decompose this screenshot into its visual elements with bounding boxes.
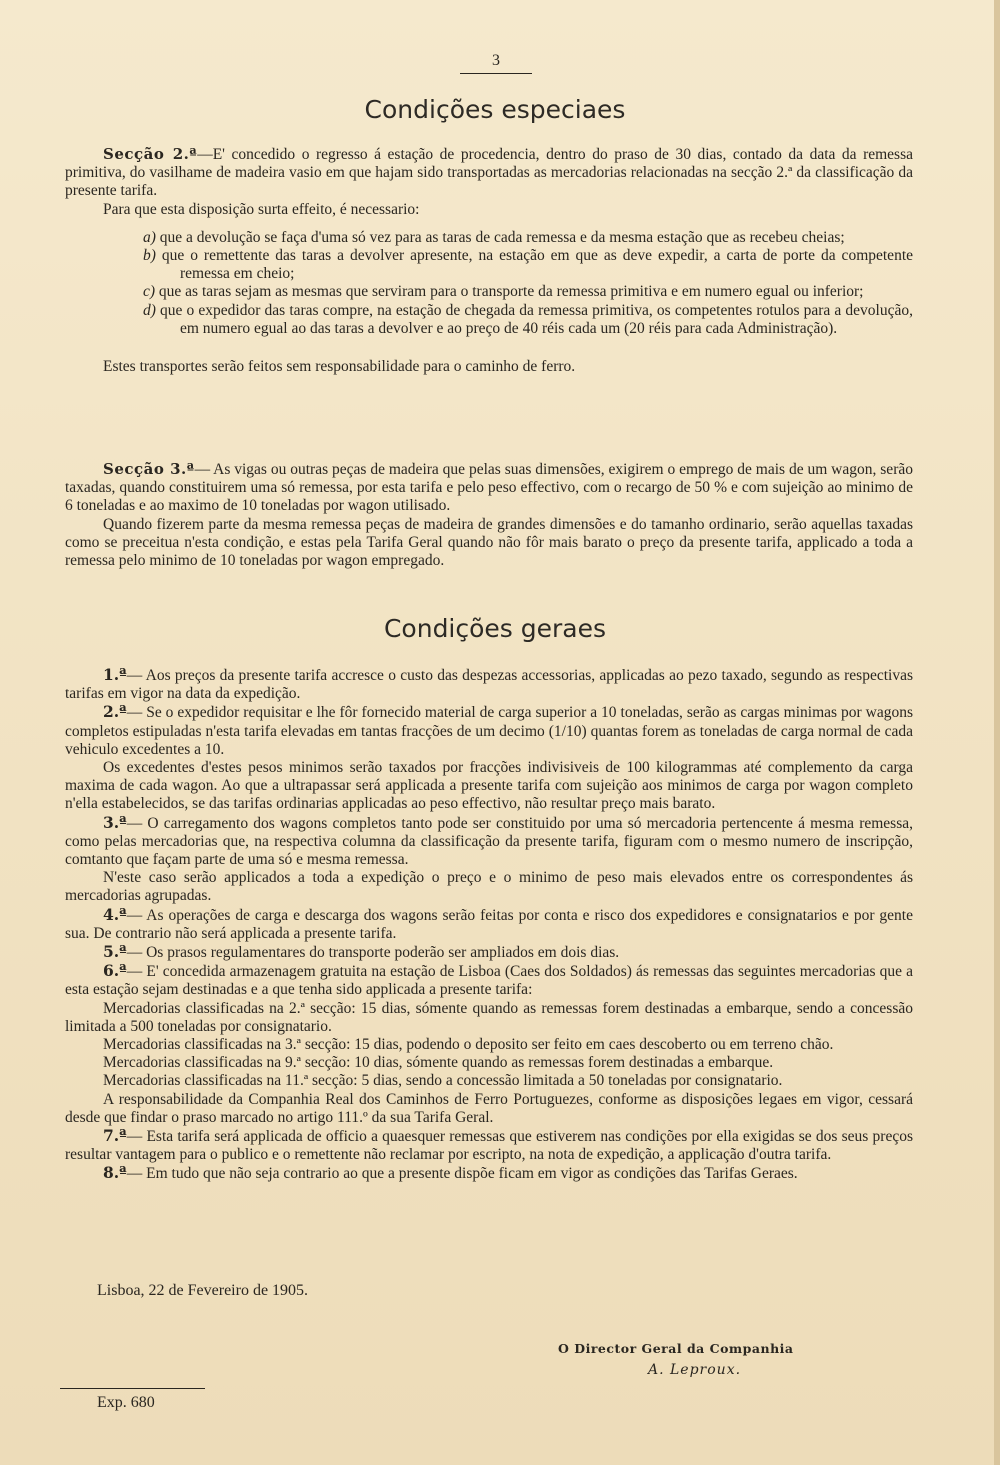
condition-text: — Os prasos regulamentares do transporte poderão ser ampliados em dois dias. bbox=[126, 944, 620, 962]
footer-rule bbox=[60, 1388, 205, 1389]
condition-item-c bbox=[65, 283, 913, 301]
condition-6-item: Mercadorias classificadas na 2.ª secção: 15 dias, sómente quando as remessas forem destinadas a embarque, sendo a concessão limitada a 500 toneladas por consignatario. bbox=[65, 999, 913, 1035]
condition-number: 5.ª bbox=[103, 942, 127, 962]
item-marker: b) bbox=[143, 247, 156, 265]
general-condition-1 bbox=[65, 666, 913, 703]
section-2-intro: —E' concedido o regresso á estação de procedencia, dentro do praso de 30 dias, contado da data da remessa primitiva, do vasilhame de madeira vasio em que hajam sido transportadas as mercadorias relacionadas na secção 2.ª da classificação da presente tarifa. bbox=[65, 146, 913, 200]
condition-text: — E' concedida armazenagem gratuita na estação de Lisboa (Caes dos Soldados) ás remessas das seguintes mercadorias que a esta estação sejam destinadas e a que tenha sido applicada a presente tarifa: bbox=[65, 963, 913, 999]
item-text: que o expedidor das taras compre, na estação de chegada da remessa primitiva, os competentes rotulos para a devolução, em numero egual ao das taras a devolver e ao preço de 40 réis cada um (20 réis para cada Administração). bbox=[160, 301, 913, 337]
section-2-block bbox=[65, 145, 913, 376]
page-edge bbox=[994, 0, 1000, 1465]
general-condition-3-continued: N'este caso serão applicados a toda a expedição o preço e o minimo de peso mais elevados entre os correspondentes ás mercadorias agrupadas. bbox=[65, 869, 913, 905]
general-condition-4 bbox=[65, 906, 913, 943]
condition-item-a bbox=[65, 229, 913, 247]
condition-number: 1.ª bbox=[103, 665, 127, 684]
condition-item-b bbox=[65, 247, 913, 283]
section-3-label: Secção 3.ª bbox=[103, 460, 195, 478]
condition-6-item: A responsabilidade da Companhia Real dos Caminhos de Ferro Portuguezes, conforme as disposições legaes em vigor, cessará desde que findar o praso marcado no artigo 111.º da sua Tarifa Geral. bbox=[65, 1090, 913, 1126]
condition-text: — Esta tarifa será applicada de officio a quaesquer remessas que estiverem nas condições por ella exigidas se dos seus preços resultar vantagem para o publico e o remettente não reclamar por escripto, na nota de expedição, a applicação d'outra tarifa. bbox=[65, 1128, 913, 1164]
general-condition-3 bbox=[65, 814, 913, 870]
signature-title: O Director Geral da Companhia bbox=[558, 1341, 794, 1356]
condition-text: — Em tudo que não seja contrario ao que a presente dispõe ficam em vigor as condições das Tarifas Geraes. bbox=[126, 1165, 798, 1183]
general-condition-2-continued: Os excedentes d'estes pesos minimos serão taxados por fracções indivisiveis de 100 kilogrammas até complemento da carga maxima de cada wagon. Ao que a ultrapassar será applicada a presente tarifa com sujeição aos minimos de carga por wagon completo n'ella estabelecidos, se das tarifas ordinarias applicadas ao peso effectivo, não resultar preço mais barato. bbox=[65, 759, 913, 813]
item-marker: a) bbox=[143, 228, 156, 246]
date-line: Lisboa, 22 de Fevereiro de 1905. bbox=[97, 1282, 309, 1299]
condition-6-item: Mercadorias classificadas na 9.ª secção: 10 dias, sómente quando as remessas forem destinadas a embarque. bbox=[103, 1054, 774, 1072]
page-number: 3 bbox=[460, 52, 532, 74]
condition-text: — O carregamento dos wagons completos tanto pode ser constituido por uma só mercadoria pertencente á mesma remessa, como pelas mercadorias que, na respectiva columna da classificação da presente tarifa, figuram com o mesmo numero de inscripção, comtanto que façam parte de uma só e mesma remessa. bbox=[65, 814, 913, 869]
condition-number: 6.ª bbox=[103, 961, 127, 981]
condition-text: — Se o expedidor requisitar e lhe fôr fornecido material de carga superior a 10 toneladas, serão as cargas minimas por wagons completos estipuladas n'esta tarifa elevadas em tantas fracções de um decimo (1/10) quantas forem as toneladas de carga normal de cada vehiculo excedentes a 10. bbox=[65, 704, 913, 758]
general-condition-2 bbox=[65, 703, 913, 759]
signature-name: A. Leproux. bbox=[648, 1362, 742, 1378]
section-3-paragraph bbox=[65, 460, 913, 516]
expedient-number: Exp. 680 bbox=[97, 1394, 155, 1411]
heading-special-conditions: Condições especiaes bbox=[364, 95, 626, 124]
condition-number: 2.ª bbox=[103, 702, 127, 722]
item-text: que as taras sejam as mesmas que serviram para o transporte da remessa primitiva e em numero egual ou inferior; bbox=[158, 283, 864, 301]
item-marker: d) bbox=[143, 301, 156, 319]
section-3-block bbox=[65, 460, 913, 570]
general-condition-8 bbox=[65, 1164, 913, 1183]
condition-item-d bbox=[65, 302, 913, 338]
condition-text: — As operações de carga e descarga dos wagons serão feitas por conta e risco dos expedidores e consignatarios e por gente sua. De contrario não será applicada a presente tarifa. bbox=[65, 906, 913, 942]
condition-6-item: Mercadorias classificadas na 3.ª secção: 15 dias, podendo o deposito ser feito em caes descoberto ou em terreno chão. bbox=[103, 1036, 834, 1054]
general-condition-7 bbox=[65, 1127, 913, 1164]
condition-text: — Aos preços da presente tarifa accresce o custo das despezas accessorias, applicadas ao pezo taxado, segundo as respectivas tarifas em vigor na data da expedição. bbox=[65, 667, 913, 703]
condition-number: 8.ª bbox=[103, 1163, 127, 1183]
condition-number: 4.ª bbox=[103, 904, 127, 924]
general-condition-6 bbox=[65, 962, 913, 999]
general-conditions-block bbox=[65, 666, 913, 1184]
general-condition-5 bbox=[65, 943, 913, 962]
section-3-paragraph-2: Quando fizerem parte da mesma remessa peças de madeira de grandes dimensões e do tamanho ordinario, serão aquellas taxadas como se preceitua n'esta condição, e estas pela Tarifa Geral quando não fôr mais barato o preço da presente tarifa, applicado a toda a remessa pelo minimo de 10 toneladas por wagon empregado. bbox=[65, 515, 913, 570]
condition-6-item: Mercadorias classificadas na 11.ª secção: 5 dias, sendo a concessão limitada a 50 toneladas por consignatario. bbox=[103, 1072, 783, 1090]
section-2-lead: Para que esta disposição surta effeito, é necessario: bbox=[103, 200, 420, 218]
item-text: que o remettente das taras a devolver apresente, na estação em que as deve expedir, a carta de porte da competente remessa em cheio; bbox=[161, 247, 914, 283]
section-3-text: — As vigas ou outras peças de madeira que pelas suas dimensões, exigirem o emprego de mais de um wagon, serão taxadas, quando constituirem uma só remessa, por esta tarifa e pelo peso effectivo, com o recargo de 50 % e com sujeição ao minimo de 6 toneladas e ao maximo de 10 toneladas por wagon utilisado. bbox=[65, 461, 913, 515]
condition-number: 3.ª bbox=[103, 812, 127, 832]
section-2-closing: Estes transportes serão feitos sem responsabilidade para o caminho de ferro. bbox=[103, 358, 576, 376]
item-marker: c) bbox=[143, 283, 156, 301]
item-text: que a devolução se faça d'uma só vez para as taras de cada remessa e da mesma estação que as recebeu cheias; bbox=[159, 228, 845, 246]
heading-general-conditions: Condições geraes bbox=[383, 614, 607, 643]
condition-number: 7.ª bbox=[103, 1126, 127, 1146]
section-2-paragraph bbox=[65, 145, 913, 201]
section-2-label: Secção 2.ª bbox=[103, 145, 198, 163]
